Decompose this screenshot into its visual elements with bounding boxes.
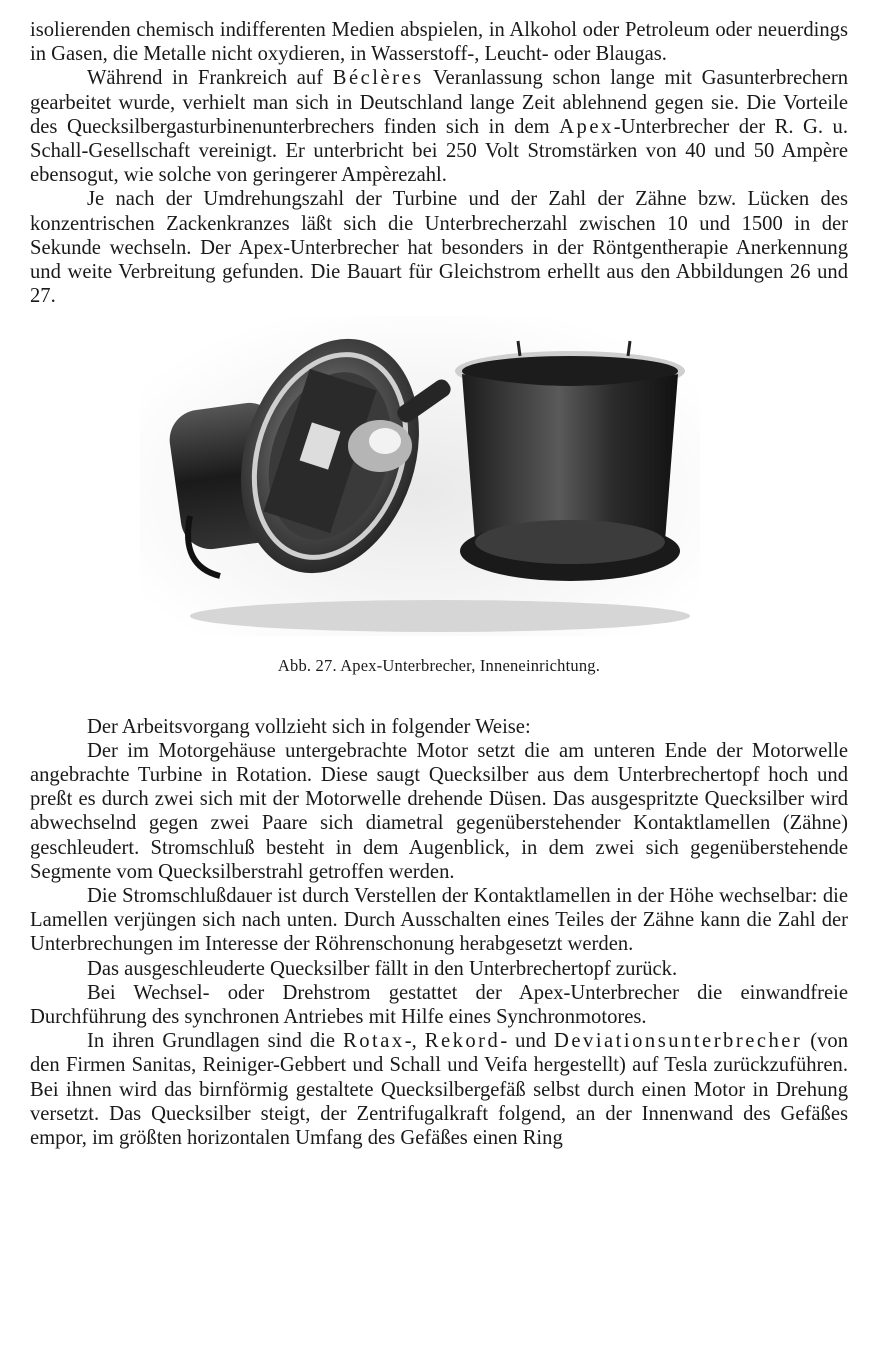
product-name-rekord: Rekord (424, 1030, 501, 1053)
paragraph-9-sep-2: - und (500, 1030, 555, 1053)
paragraph-2-text-a: Während in Frankreich auf (87, 67, 333, 90)
paragraph-9-sep-1: -, (404, 1030, 425, 1053)
figure-apex-interrupter (30, 316, 848, 646)
product-name-apex: Apex (559, 115, 614, 138)
paragraph-6: Die Stromschlußdauer ist durch Verstellen der Kontaktlamellen in der Höhe wechselbar: die Lamellen verjüngen sich nach unten. Durch Ausschalten eines Teiles der Zähne kann die Zahl der Unterbrechungen im Interesse der Röhrenschonung herabgesetzt werden. (30, 885, 848, 956)
paragraph-5: Der im Motorgehäuse untergebrachte Motor setzt die am unteren Ende der Motorwelle angebrachte Turbine in Rotation. Diese saugt Quecksilber aus dem Unterbrechertopf hoch und preßt es durch zwei sich mit der Motorwelle drehende Düsen. Das ausgespritzte Quecksilber wird abwechselnd gegen zwei Paare sich diametral gegenüberstehender Kontaktlamellen (Zähne) geschleudert. Stromschluß besteht in dem Augenblick, in dem zwei sich gegenüberstehende Segmente vom Quecksilberstrahl getroffen werden. (30, 739, 848, 883)
figure-caption: Abb. 27. Apex-Unterbrecher, Inneneinrichtung. (277, 656, 601, 676)
book-page (30, 18, 848, 1150)
paragraph-9-text-b: (von den Firmen Sanitas, Reiniger-Gebbert und Schall und Veifa hergestellt) auf Tesla zurückzuführen. Bei ihnen wird das birnförmig gestaltete Quecksilbergefäß selbst durch einen Motor in Drehung versetzt. Das Quecksilber steigt, der Zentrifugalkraft folgend, an der Innenwand des Gefäßes empor, im größten horizontalen Umfang des Gefäßes einen Ring (30, 1030, 849, 1150)
paragraph-3: Je nach der Umdrehungszahl der Turbine und der Zahl der Zähne bzw. Lücken des konzentrischen Zackenkranzes läßt sich die Unterbrecherzahl zwischen 10 und 1500 in der Sekunde wechseln. Der Apex-Unterbrecher hat besonders in der Röntgentherapie Anerkennung und weite Verbreitung gefunden. Die Bauart für Gleichstrom erhellt aus den Abbildungen 26 und 27. (30, 188, 848, 308)
paragraph-2-text-b: Veranlassung schon lange mit Gasunterbrechern gearbeitet wurde, verhielt man sich in Deutschland lange Zeit ablehnend gegen sie. Die Vorteile des Quecksilbergasturbinenunterbrechers finden sich in dem (30, 67, 849, 138)
paragraph-2 (30, 66, 848, 187)
paragraph-9-text-a: In ihren Grundlagen sind die (87, 1030, 344, 1053)
product-name-rotax: Rotax (343, 1030, 405, 1053)
product-name-deviation: Deviationsunterbrecher (554, 1030, 803, 1053)
paragraph-9 (30, 1029, 848, 1150)
apex-interrupter-photo (140, 316, 700, 636)
paragraph-7: Das ausgeschleuderte Quecksilber fällt in den Unterbrechertopf zurück. (87, 957, 678, 980)
paragraph-1: isolierenden chemisch indifferenten Medien abspielen, in Alkohol oder Petroleum oder neuerdings in Gasen, die Metalle nicht oxydieren, in Wasserstoff-, Leucht- oder Blaugas. (30, 19, 848, 66)
paragraph-2-text-c: -Unterbrecher der R. G. u. Schall-Gesellschaft vereinigt. Er unterbricht bei 250 Volt Stromstärken von 40 und 50 Ampère ebensogut, wie solche von geringerer Ampèrezahl. (30, 115, 849, 187)
person-name-beclere: Béclères (332, 67, 424, 90)
paragraph-4: Der Arbeitsvorgang vollzieht sich in folgender Weise: (87, 715, 531, 738)
paragraph-8: Bei Wechsel- oder Drehstrom gestattet der Apex-Unterbrecher die einwandfreie Durchführung des synchronen Antriebes mit Hilfe eines Synchronmotores. (30, 981, 848, 1029)
